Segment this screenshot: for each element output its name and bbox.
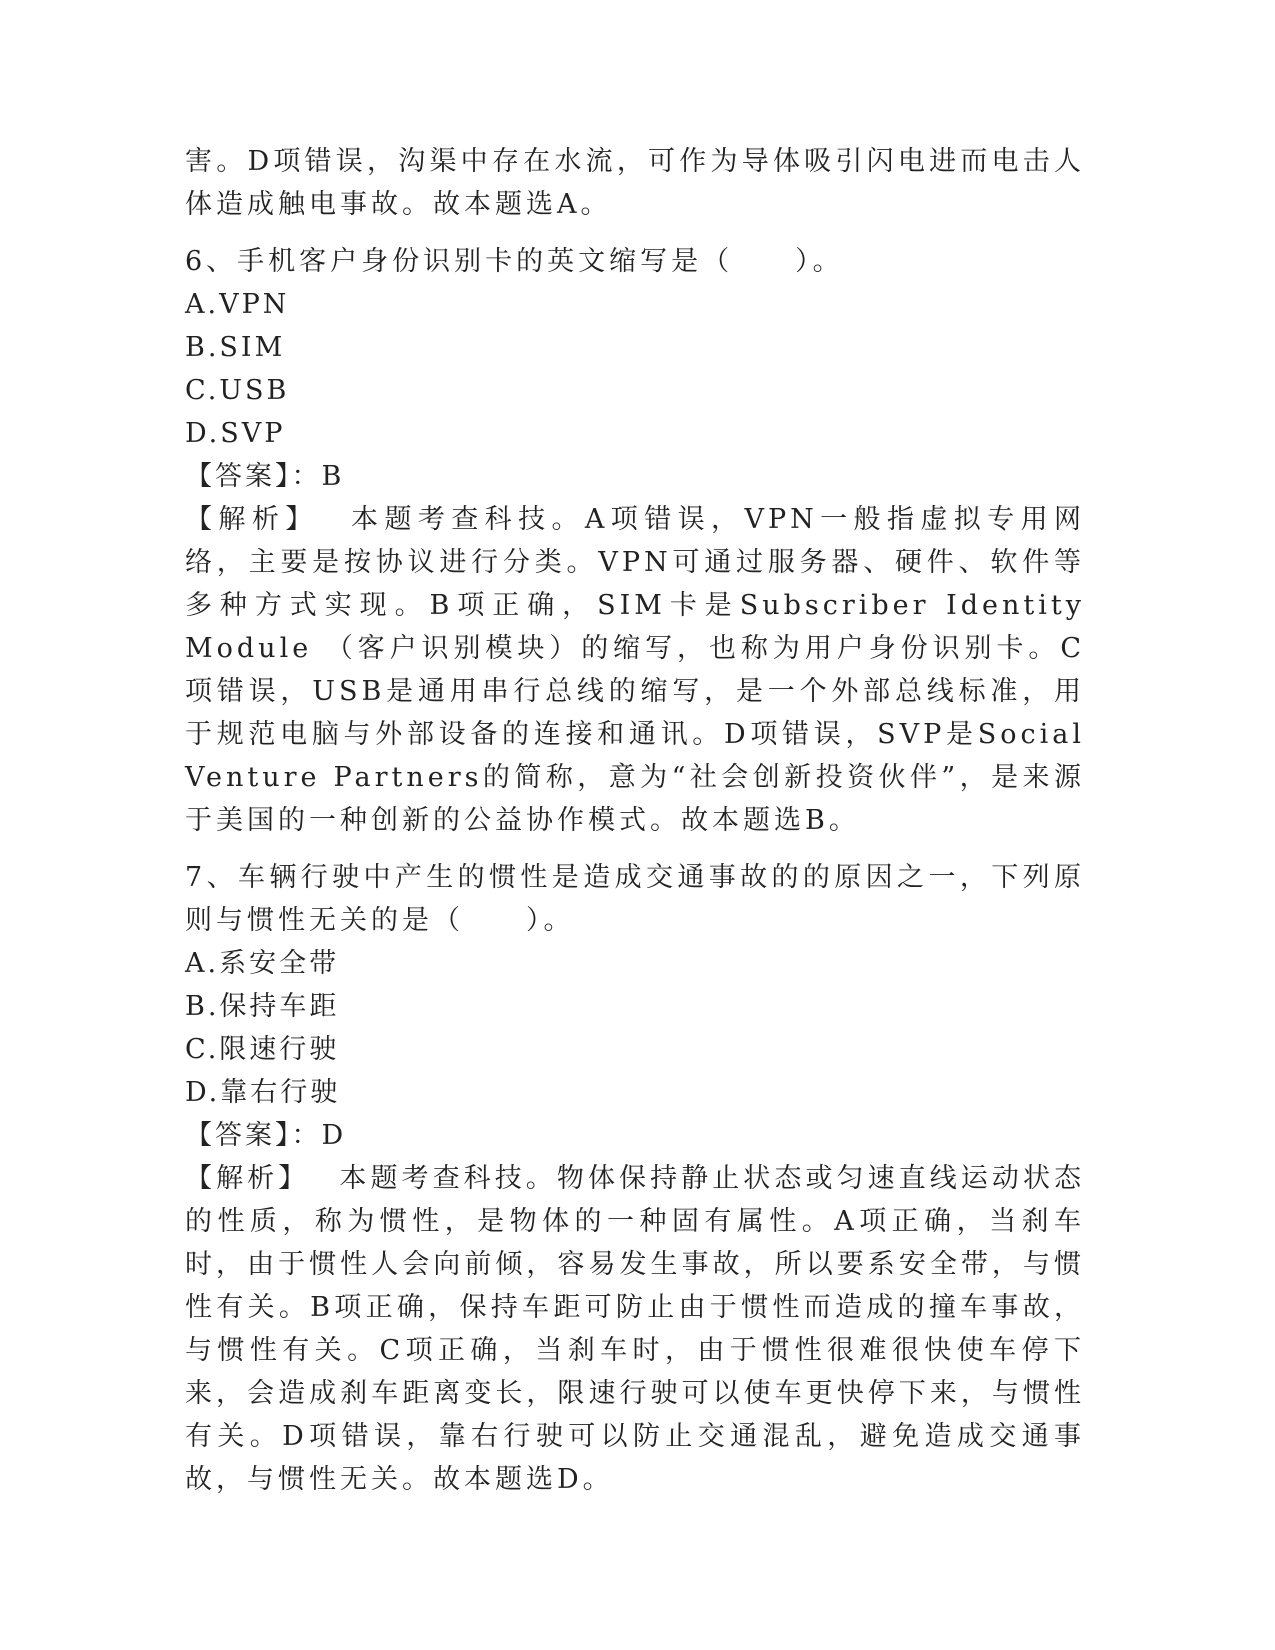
- question-7-stem: 7、车辆行驶中产生的惯性是造成交通事故的的原因之一，下列原则与惯性无关的是（ ）。: [185, 862, 1085, 936]
- question-7-option-c: C.限速行驶: [185, 1034, 340, 1065]
- question-7-option-a: A.系安全带: [185, 948, 340, 979]
- analysis-label: 【解析】: [185, 504, 319, 535]
- answer-value: D: [321, 1120, 347, 1151]
- analysis-label: 【解析】: [185, 1163, 310, 1194]
- analysis-text: 本题考查科技。物体保持静止状态或匀速直线运动状态的性质，称为惯性，是物体的一种固有属性。A项正确，当刹车时，由于惯性人会向前倾，容易发生事故，所以要系安全带，与惯性有关。B项正确，保持车距可防止由于惯性而造成的撞车事故，与惯性有关。C项正确，当刹车时，由于惯性很难很快使车停下来，会造成刹车距离变长，限速行驶可以使车更快停下来，与惯性有关。D项错误，靠右行驶可以防止交通混乱，避免造成交通事故，与惯性无关。故本题选D。: [185, 1163, 1086, 1495]
- spacer: [185, 226, 1085, 240]
- question-7-analysis: [185, 1157, 1085, 1501]
- answer-value: B: [321, 461, 345, 492]
- question-6-option-c: C.USB: [185, 375, 290, 406]
- question-6-option-d: D.SVP: [185, 418, 286, 449]
- question-6-answer: [185, 455, 1085, 498]
- question-6-option-a: A.VPN: [185, 289, 290, 320]
- answer-label: 【答案】：: [185, 461, 322, 492]
- document-page: [185, 140, 1085, 1501]
- answer-label: 【答案】：: [185, 1120, 322, 1151]
- previous-explanation-text: 害。D项错误，沟渠中存在水流，可作为导体吸引闪电进而电击人体造成触电事故。故本题选A。: [185, 146, 1085, 220]
- spacer: [185, 842, 1085, 856]
- question-6-option-b: B.SIM: [185, 332, 286, 363]
- question-7: [185, 856, 1085, 1501]
- question-7-option-d: D.靠右行驶: [185, 1077, 341, 1108]
- question-6-analysis: [185, 498, 1085, 842]
- question-6-stem: 6、手机客户身份识别卡的英文缩写是（ ）。: [185, 246, 844, 277]
- question-7-answer: [185, 1114, 1085, 1157]
- analysis-text: 本题考查科技。A项错误，VPN一般指虚拟专用网络，主要是按协议进行分类。VPN可通过服务器、硬件、软件等多种方式实现。B项正确，SIM卡是Subscriber Identity Module （客户识别模块）的缩写，也称为用户身份识别卡。C项错误，USB是通用串行总线的缩写，是一个外部总线标准，用于规范电脑与外部设备的连接和通讯。D项错误，SVP是Social Venture Partners的简称，意为“社会创新投资伙伴”，是来源于美国的一种创新的公益协作模式。故本题选B。: [185, 504, 1085, 836]
- question-7-option-b: B.保持车距: [185, 991, 340, 1022]
- question-6: [185, 240, 1085, 842]
